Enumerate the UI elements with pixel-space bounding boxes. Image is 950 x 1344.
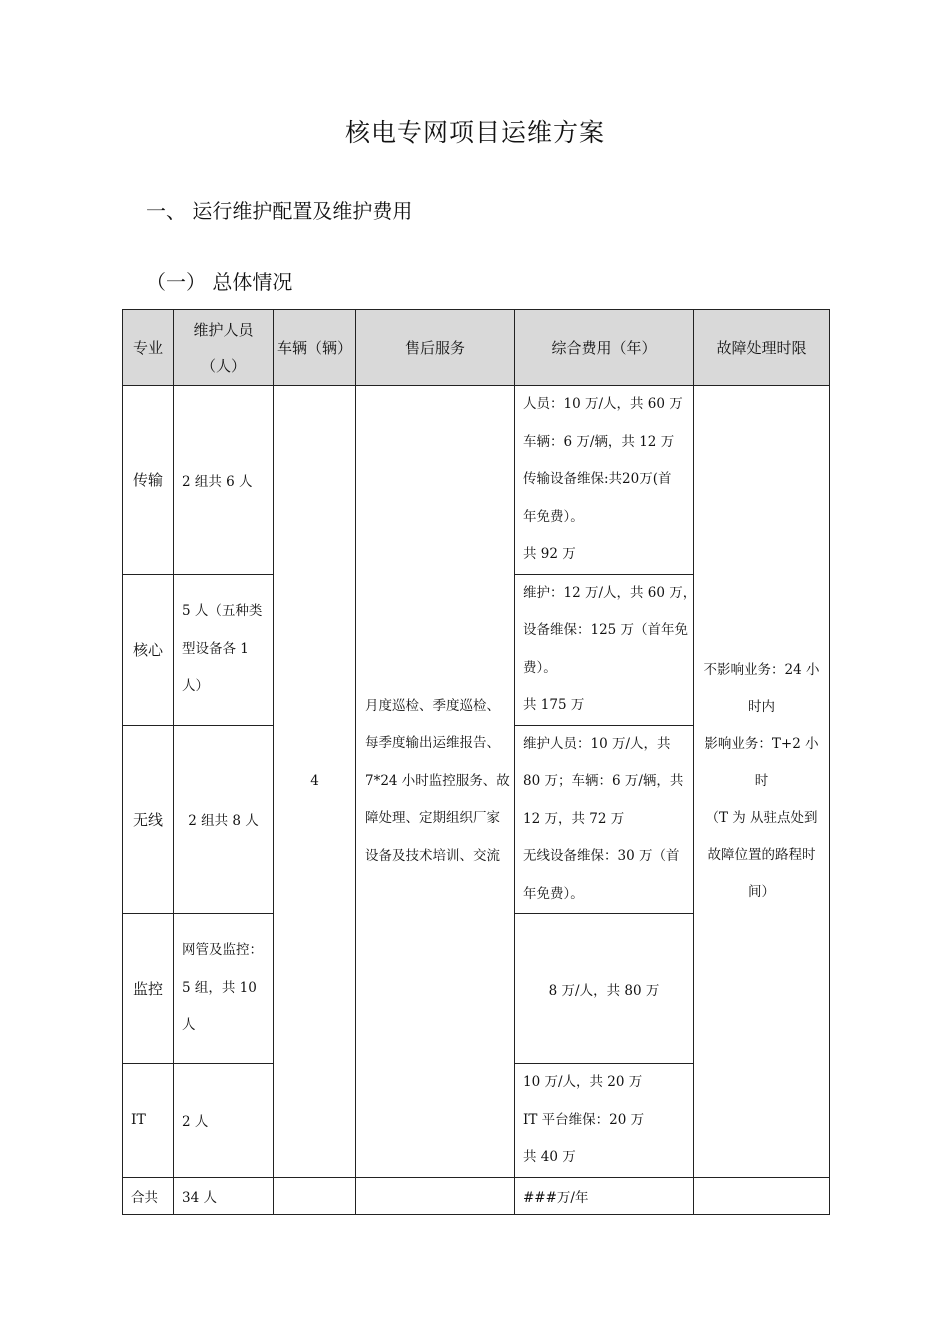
table-header-row — [123, 310, 830, 386]
cost-line: 无线设备维保：30 万（首 — [523, 848, 680, 864]
cost-line: 10 万/人，共 20 万 — [523, 1074, 643, 1090]
after-sales-line: 每季度输出运维报告、 — [365, 735, 500, 751]
specialty-cell: 核心 — [123, 574, 174, 725]
document-title: 核电专网项目运维方案 — [344, 118, 605, 147]
header-after-sales: 售后服务 — [356, 310, 515, 386]
cost-line: 维护人员：10 万/人，共 — [523, 735, 671, 752]
header-vehicles: 车辆（辆） — [274, 310, 356, 386]
after-sales-line: 7*24 小时监控服务、故 — [365, 772, 510, 789]
specialty-cell: IT — [123, 1064, 174, 1178]
total-cost: ###万/年 — [515, 1177, 694, 1214]
fault-time-line: 故障位置的路程时 — [707, 846, 816, 863]
staff-cell — [174, 1064, 274, 1178]
total-vehicles — [274, 1177, 356, 1214]
cost-line: 年免费）。 — [523, 885, 584, 902]
specialty-cell: 监控 — [123, 914, 174, 1064]
after-sales-line: 障处理、定期组织厂家 — [365, 810, 500, 826]
fault-time-line: 间） — [748, 883, 775, 900]
cost-line: IT 平台维保：20 万 — [523, 1111, 645, 1128]
vehicles-cell: 4 — [274, 386, 356, 1178]
after-sales-line: 月度巡检、季度巡检、 — [365, 697, 500, 714]
cost-line: 费）。 — [523, 659, 557, 676]
cost-line: 维护：12 万/人，共 60 万， — [523, 584, 697, 601]
after-sales-line: 设备及技术培训、交流 — [365, 847, 500, 864]
cost-line: 8 万/人，共 80 万 — [548, 982, 660, 999]
staff-line: 5 组，共 10 — [182, 979, 257, 996]
specialty-cell: 传输 — [123, 386, 174, 575]
staff-cell — [174, 574, 274, 725]
table-row — [123, 386, 830, 575]
header-cost: 综合费用（年） — [515, 310, 694, 386]
fault-time-line: 影响业务：T+2 小 — [704, 735, 819, 752]
table-total-row — [123, 1177, 830, 1214]
cost-line: 共 175 万 — [523, 697, 585, 713]
header-staff — [174, 310, 274, 386]
fault-time-line: 不影响业务：24 小 — [703, 661, 820, 678]
header-specialty: 专业 — [123, 310, 174, 386]
total-staff: 34 人 — [174, 1177, 274, 1214]
after-sales-cell — [356, 386, 515, 1178]
specialty-cell: 无线 — [123, 725, 174, 914]
section-heading: 一、 运行维护配置及维护费用 — [146, 199, 413, 223]
staff-cell — [174, 386, 274, 575]
staff-line: 人） — [182, 678, 209, 695]
cost-cell — [515, 574, 697, 725]
cost-cell — [515, 914, 694, 1064]
fault-time-line: 时 — [754, 772, 769, 789]
staff-line: 网管及监控： — [182, 942, 263, 959]
overview-table — [122, 309, 830, 1215]
cost-cell — [515, 386, 694, 575]
cost-cell — [515, 725, 694, 914]
fault-time-cell — [694, 386, 830, 1178]
cost-line: 年免费）。 — [523, 508, 584, 525]
cost-cell — [515, 1064, 694, 1178]
total-label: 合共 — [123, 1177, 174, 1214]
header-fault-time: 故障处理时限 — [694, 310, 830, 386]
cost-line: 车辆：6 万/辆，共 12 万 — [523, 433, 675, 450]
header-staff-line2: （人） — [200, 356, 246, 375]
total-fault-time — [694, 1177, 830, 1214]
total-after-sales — [356, 1177, 515, 1214]
cost-line: 80 万；车辆：6 万/辆，共 — [523, 773, 684, 789]
staff-line: 2 组共 8 人 — [188, 813, 259, 830]
cost-line: 共 40 万 — [523, 1149, 576, 1165]
cost-line: 传输设备维保:共20万(首 — [523, 471, 672, 487]
subsection-heading: （一） 总体情况 — [146, 270, 293, 294]
staff-line: 2 组共 6 人 — [182, 473, 253, 490]
cost-line: 共 92 万 — [523, 546, 576, 562]
header-staff-line1: 维护人员 — [193, 320, 254, 339]
staff-line: 2 人 — [182, 1114, 209, 1131]
fault-time-line: （T 为 从驻点处到 — [705, 809, 818, 826]
staff-line: 5 人（五种类 — [182, 603, 263, 620]
staff-line: 人 — [182, 1017, 196, 1034]
cost-line: 12 万，共 72 万 — [523, 810, 625, 827]
staff-cell — [174, 725, 274, 914]
staff-cell — [174, 914, 274, 1064]
cost-line: 设备维保：125 万（首年免 — [523, 622, 689, 638]
cost-line: 人员：10 万/人，共 60 万 — [523, 396, 683, 412]
staff-line: 型设备各 1 — [182, 640, 249, 657]
fault-time-line: 时内 — [748, 698, 775, 715]
